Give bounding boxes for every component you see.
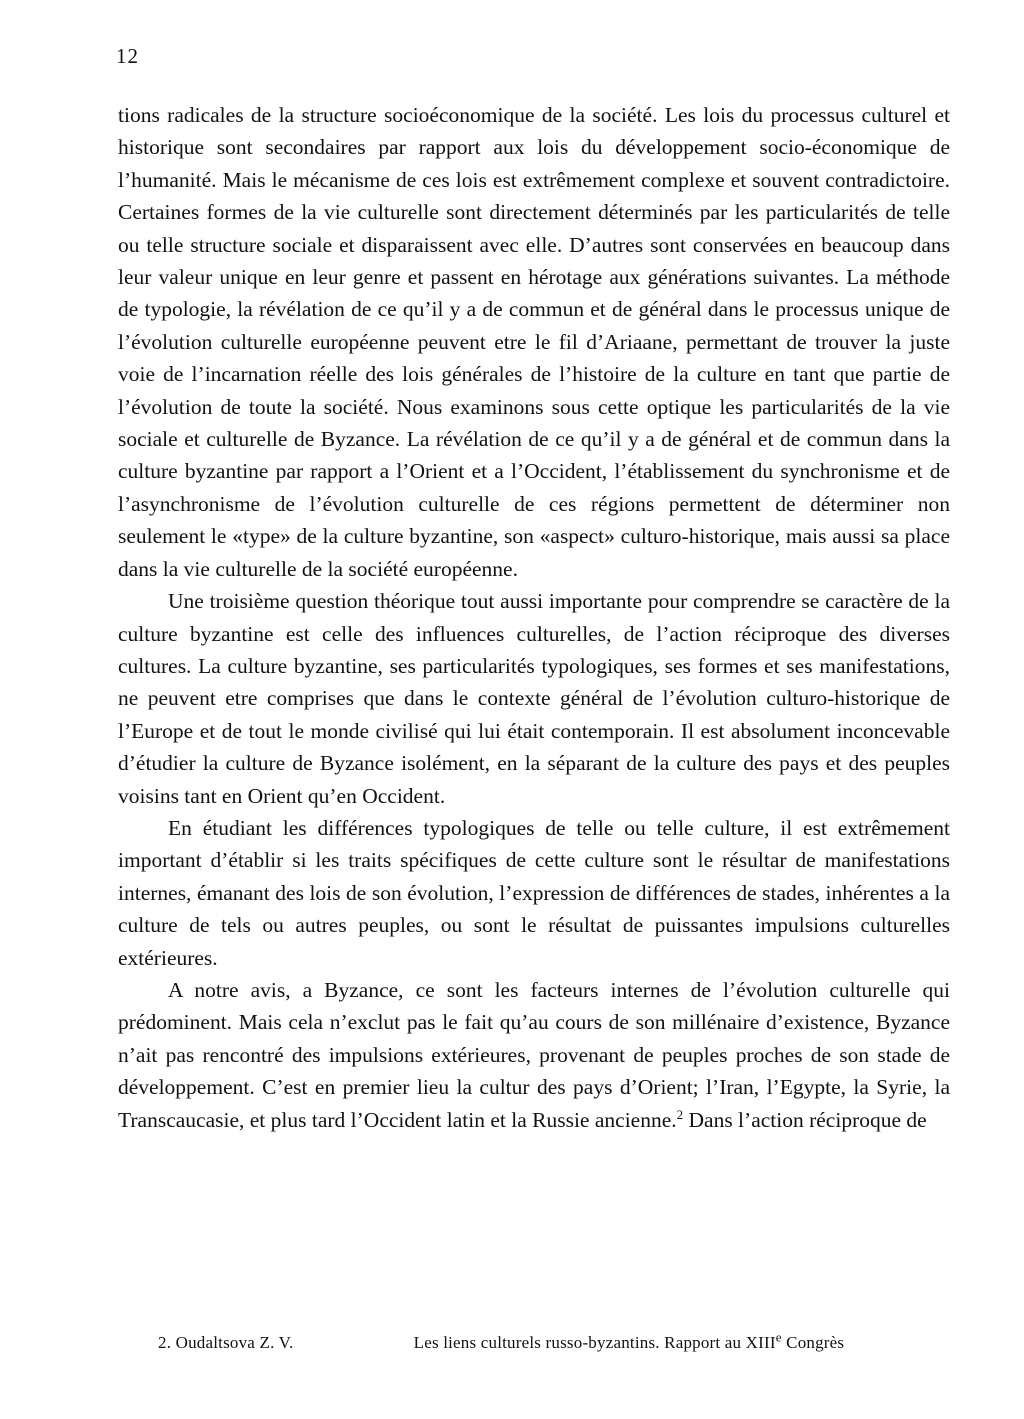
footnote-reference[interactable]: 2 [676, 1106, 684, 1122]
paragraph-4-continuation: Dans l’action réciproque de [683, 1107, 927, 1132]
footnote-text-end: Congrès [781, 1333, 845, 1352]
footnote [158, 1329, 958, 1353]
paragraph-2: Une troisième question théorique tout aussi importante pour comprendre se caractère de la culture byzantine est celle des influences culturelles, de l’action réciproque des diverses cultures. La culture byzantine, ses particularités typologiques, ses formes et ses manifestations, ne peuvent etre comprises que dans le contexte général de l’évolution culturo-historique de l’Europe et de tout le monde civilisé qui lui était contemporain. Il est absolument inconcevable d’étudier la culture de Byzance isolément, en la séparant de la culture des pays et des peuples voisins tant en Orient qu’en Occident. [118, 589, 950, 808]
body-text [118, 99, 950, 1136]
footnote-superscript: e [775, 1329, 782, 1345]
footnote-text: Les liens culturels russo-byzantins. Rapport au XIII [413, 1333, 776, 1352]
paragraph-4-text: A notre avis, a Byzance, ce sont les facteurs internes de l’évolution culturelle qui prédominent. Mais cela n’exclut pas le fait qu’au cours de son millénaire d’existence, Byzance n’ait pas rencontré des impulsions extérieures, provenant de peuples proches de son stade de développement. C’est en premier lieu la cultur des pays d’Orient; l’Iran, l’Egypte, la Syrie, la Transcaucasie, et plus tard l’Occident latin et la Russie ancienne. [118, 977, 950, 1132]
footnote-number: 2. [158, 1333, 172, 1352]
paragraph-1: tions radicales de la structure socioéconomique de la société. Les lois du processus culturel et historique sont secondaires par rapport aux lois du développement socio-économique de l’humanité. Mais le mécanisme de ces lois est extrêmement complexe et souvent contradictoire. Certaines formes de la vie culturelle sont directement déterminés par les particularités de telle ou telle structure sociale et disparaissent avec elle. D’autres sont conservées en beaucoup dans leur valeur unique en leur genre et passent en hérotage aux générations suivantes. La méthode de typologie, la révélation de ce qu’il y a de commun et de général dans le processus unique de l’évolution culturelle européenne peuvent etre le fil d’Ariaane, permettant de trouver la juste voie de l’incarnation réelle des lois générales de l’histoire de la culture en tant que partie de l’évolution de toute la société. Nous examinons sous cette optique les particularités de la vie sociale et culturelle de Byzance. La révélation de ce qu’il y a de général et de commun dans la culture byzantine par rapport a l’Orient et a l’Occident, l’établissement du synchronisme et de l’asynchronisme de l’évolution culturelle de ces régions permettent de déterminer non seulement le «type» de la culture byzantine, son «aspect» culturo-historique, mais aussi sa place dans la vie culturelle de la société européenne. [118, 103, 950, 581]
paragraph-4 [118, 974, 950, 1136]
footnote-author: Oudaltsova Z. V. [175, 1333, 294, 1352]
page-number: 12 [116, 44, 139, 68]
paragraph-3: En étudiant les différences typologiques de telle ou telle culture, il est extrêmement important d’établir si les traits spécifiques de cette culture sont le résultar de manifestations internes, émanant des lois de son évolution, l’expression de différences de stades, inhérentes a la culture de tels ou autres peuples, ou sont le résultat de puissantes impulsions culturelles extérieures. [118, 815, 950, 970]
